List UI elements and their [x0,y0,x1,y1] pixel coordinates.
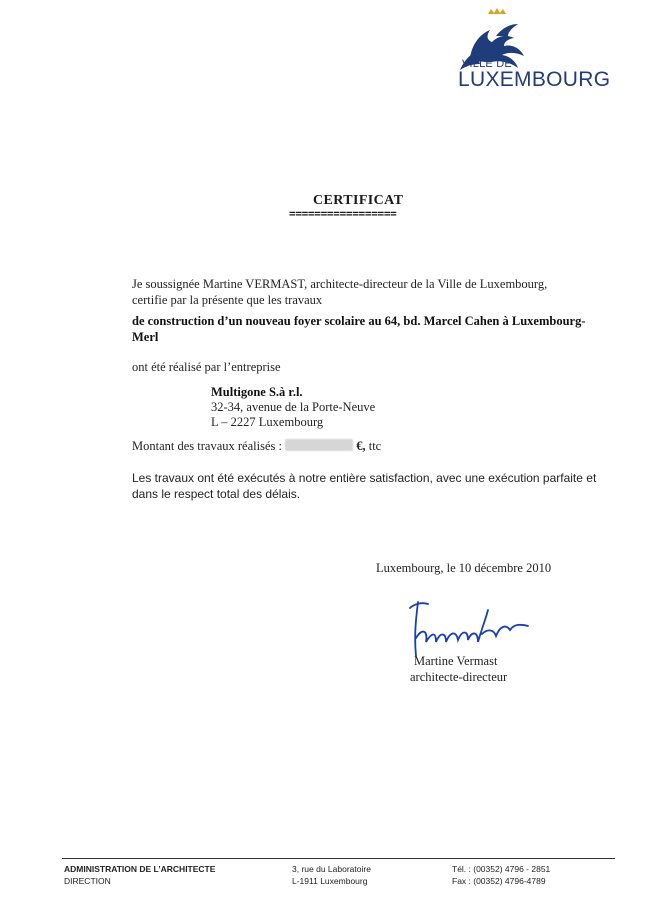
footer-department [64,863,215,887]
signer-role: architecte-directeur [410,669,508,684]
footer-department-sub: DIRECTION [64,876,111,886]
footer-fax: Fax : (00352) 4796-4789 [452,876,546,886]
title-underline: ================= [289,207,397,220]
logo-line-ville-de: VILLE DE [462,58,512,70]
amount-label: Montant des travaux réalisés : [132,439,282,453]
satisfaction-paragraph: Les travaux ont été exécutés à notre entière satisfaction, avec une exécution parfaite et dans le respect total des délais. [132,471,597,501]
logo-line-luxembourg: LUXEMBOURG [458,68,611,91]
project-description: de construction d’un nouveau foyer scolaire au 64, bd. Marcel Cahen à Luxembourg-Merl [132,314,586,344]
signer-name: Martine Vermast [414,654,498,668]
footer-department-name: ADMINISTRATION DE L’ARCHITECTE [64,864,216,874]
performed-by-text: ont été réalisé par l’entreprise [132,360,281,374]
company-street: 32-34, avenue de la Porte-Neuve [211,400,376,414]
footer-city: L-1911 Luxembourg [292,876,368,886]
amount-suffix: ttc [368,439,382,453]
footer-street: 3, rue du Laboratoire [292,864,371,874]
redacted-amount [285,439,353,451]
company-name: Multigone S.à r.l. [211,385,303,399]
intro-paragraph [132,277,602,308]
footer-contact [452,863,550,887]
document-title: CERTIFICAT [313,193,404,208]
signer-block [410,654,508,685]
footer-address [292,863,371,887]
intro-line-1: Je soussignée Martine VERMAST, architecte-directeur de la Ville de Luxembourg, [132,277,548,291]
company-address-block [211,385,375,430]
handwritten-signature [402,598,532,660]
place-and-date: Luxembourg, le 10 décembre 2010 [376,561,552,575]
footer-phone: Tél. : (00352) 4796 - 2851 [452,864,551,874]
company-city: L – 2227 Luxembourg [211,415,324,429]
amount-currency: €, [356,439,366,453]
intro-line-2: certifie par la présente que les travaux [132,292,323,307]
amount-line [132,439,381,454]
footer-divider [62,858,615,859]
